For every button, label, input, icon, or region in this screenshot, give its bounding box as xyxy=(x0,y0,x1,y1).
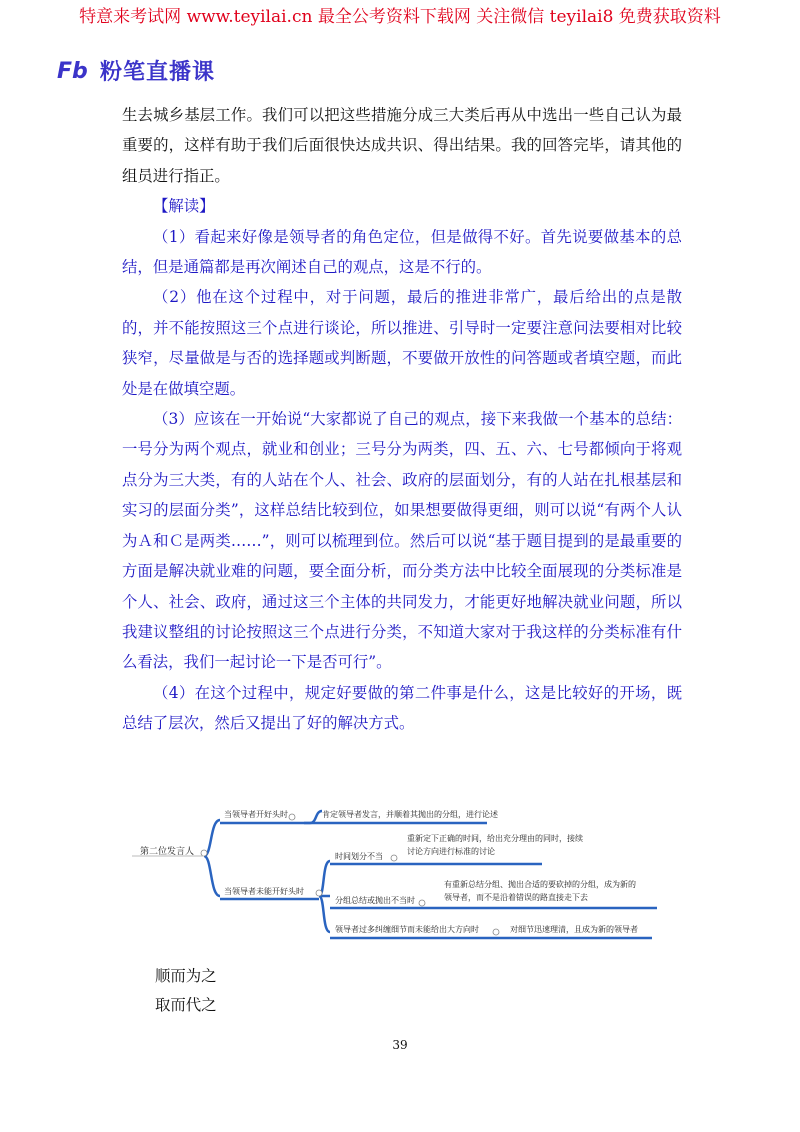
analysis-point-1: （1）看起来好像是领导者的角色定位，但是做得不好。首先说要做基本的总结，但是通篇都是再次阐述自己的观点，这是不行的。 xyxy=(122,227,682,277)
analysis-point-2: （2）他在这个过程中，对于问题，最后的推进非常广，最后给出的点是散的，并不能按照这三个点进行谈论，所以推进、引导时一定要注意问法要相对比较狭窄，尽量做是与否的选择题或判断题，不要做开放性的问答题或者填空题，而此处是在做填空题。 xyxy=(122,288,682,398)
mindmap-root: 第二位发言人 xyxy=(140,847,195,857)
closing-line-2: 取而代之 xyxy=(155,996,217,1014)
watermark-banner: 特意来考试网 www.teyilai.cn 最全公考资料下载网 关注微信 teyilai8 免费获取资料 xyxy=(79,7,721,27)
mindmap-child-3-leaf: 对细节迅速理清，且成为新的领导者 xyxy=(510,925,638,934)
mindmap-child-1-leaf-line1: 重新定下正确的时间，给出充分理由的同时，接续 xyxy=(407,834,583,843)
mindmap-child-1: 时间划分不当 xyxy=(335,852,383,861)
page-number: 39 xyxy=(392,1038,408,1052)
analysis-point-3: （3）应该在一开始说“大家都说了自己的观点，接下来我做一个基本的总结：一号分为两个观点，就业和创业；三号分为两类，四、五、六、七号都倾向于将观点分为三大类，有的人站在个人、社会、政府的层面划分，有的人站在扎根基层和实习的层面分类”，这样总结比较到位，如果想要做得更细，则可以说“有两个人认为Ａ和Ｃ是两类……”，则可以梳理到位。然后可以说“基于题目提到的是最重要的方面是解决就业难的问题，要全面分析，而分类方法中比较全面展现的分类标准是个人、社会、政府，通过这三个主体的共同发力，才能更好地解决就业问题，所以我建议整组的讨论按照这三个点进行分类，不知道大家对于我这样的分类标准有什么看法，我们一起讨论一下是否可行”。 xyxy=(122,410,682,672)
svg-text:Fb: Fb xyxy=(57,59,88,82)
mindmap-branch-2: 当领导者未能开好头时 xyxy=(224,887,304,896)
closing-lines xyxy=(155,962,217,1020)
analysis-heading: 【解读】 xyxy=(153,197,215,216)
mindmap-branch-1-leaf: 肯定领导者发言，并顺着其抛出的分组，进行论述 xyxy=(322,810,498,819)
fb-logo-icon xyxy=(57,58,95,82)
mind-map-diagram xyxy=(132,796,668,946)
mindmap-child-2-leaf-line1: 有重新总结分组、抛出合适的要砍掉的分组，成为新的 xyxy=(444,880,636,889)
mindmap-child-1-leaf-line2: 讨论方向进行标准的讨论 xyxy=(407,847,495,856)
analysis-point-4: （4）在这个过程中，规定好要做的第二件事是什么，这是比较好的开场，既总结了层次，然后又提出了好的解决方式。 xyxy=(122,683,682,733)
brand-logo xyxy=(57,56,215,84)
brand-name: 粉笔直播课 xyxy=(100,59,216,85)
mindmap-branch-1: 当领导者开好头时 xyxy=(224,810,288,819)
mindmap-child-2: 分组总结或抛出不当时 xyxy=(335,896,415,905)
mindmap-child-3: 领导者过多纠缠细节而未能给出大方向时 xyxy=(335,925,479,934)
closing-line-1: 顺而为之 xyxy=(155,967,217,985)
document-body xyxy=(122,100,682,739)
mindmap-child-2-leaf-line2: 领导者，而不是沿着错误的路直接走下去 xyxy=(444,893,588,902)
intro-paragraph: 生去城乡基层工作。我们可以把这些措施分成三大类后再从中选出一些自己认为最重要的，这样有助于我们后面很快达成共识、得出结果。我的回答完毕，请其他的组员进行指正。 xyxy=(122,106,682,185)
